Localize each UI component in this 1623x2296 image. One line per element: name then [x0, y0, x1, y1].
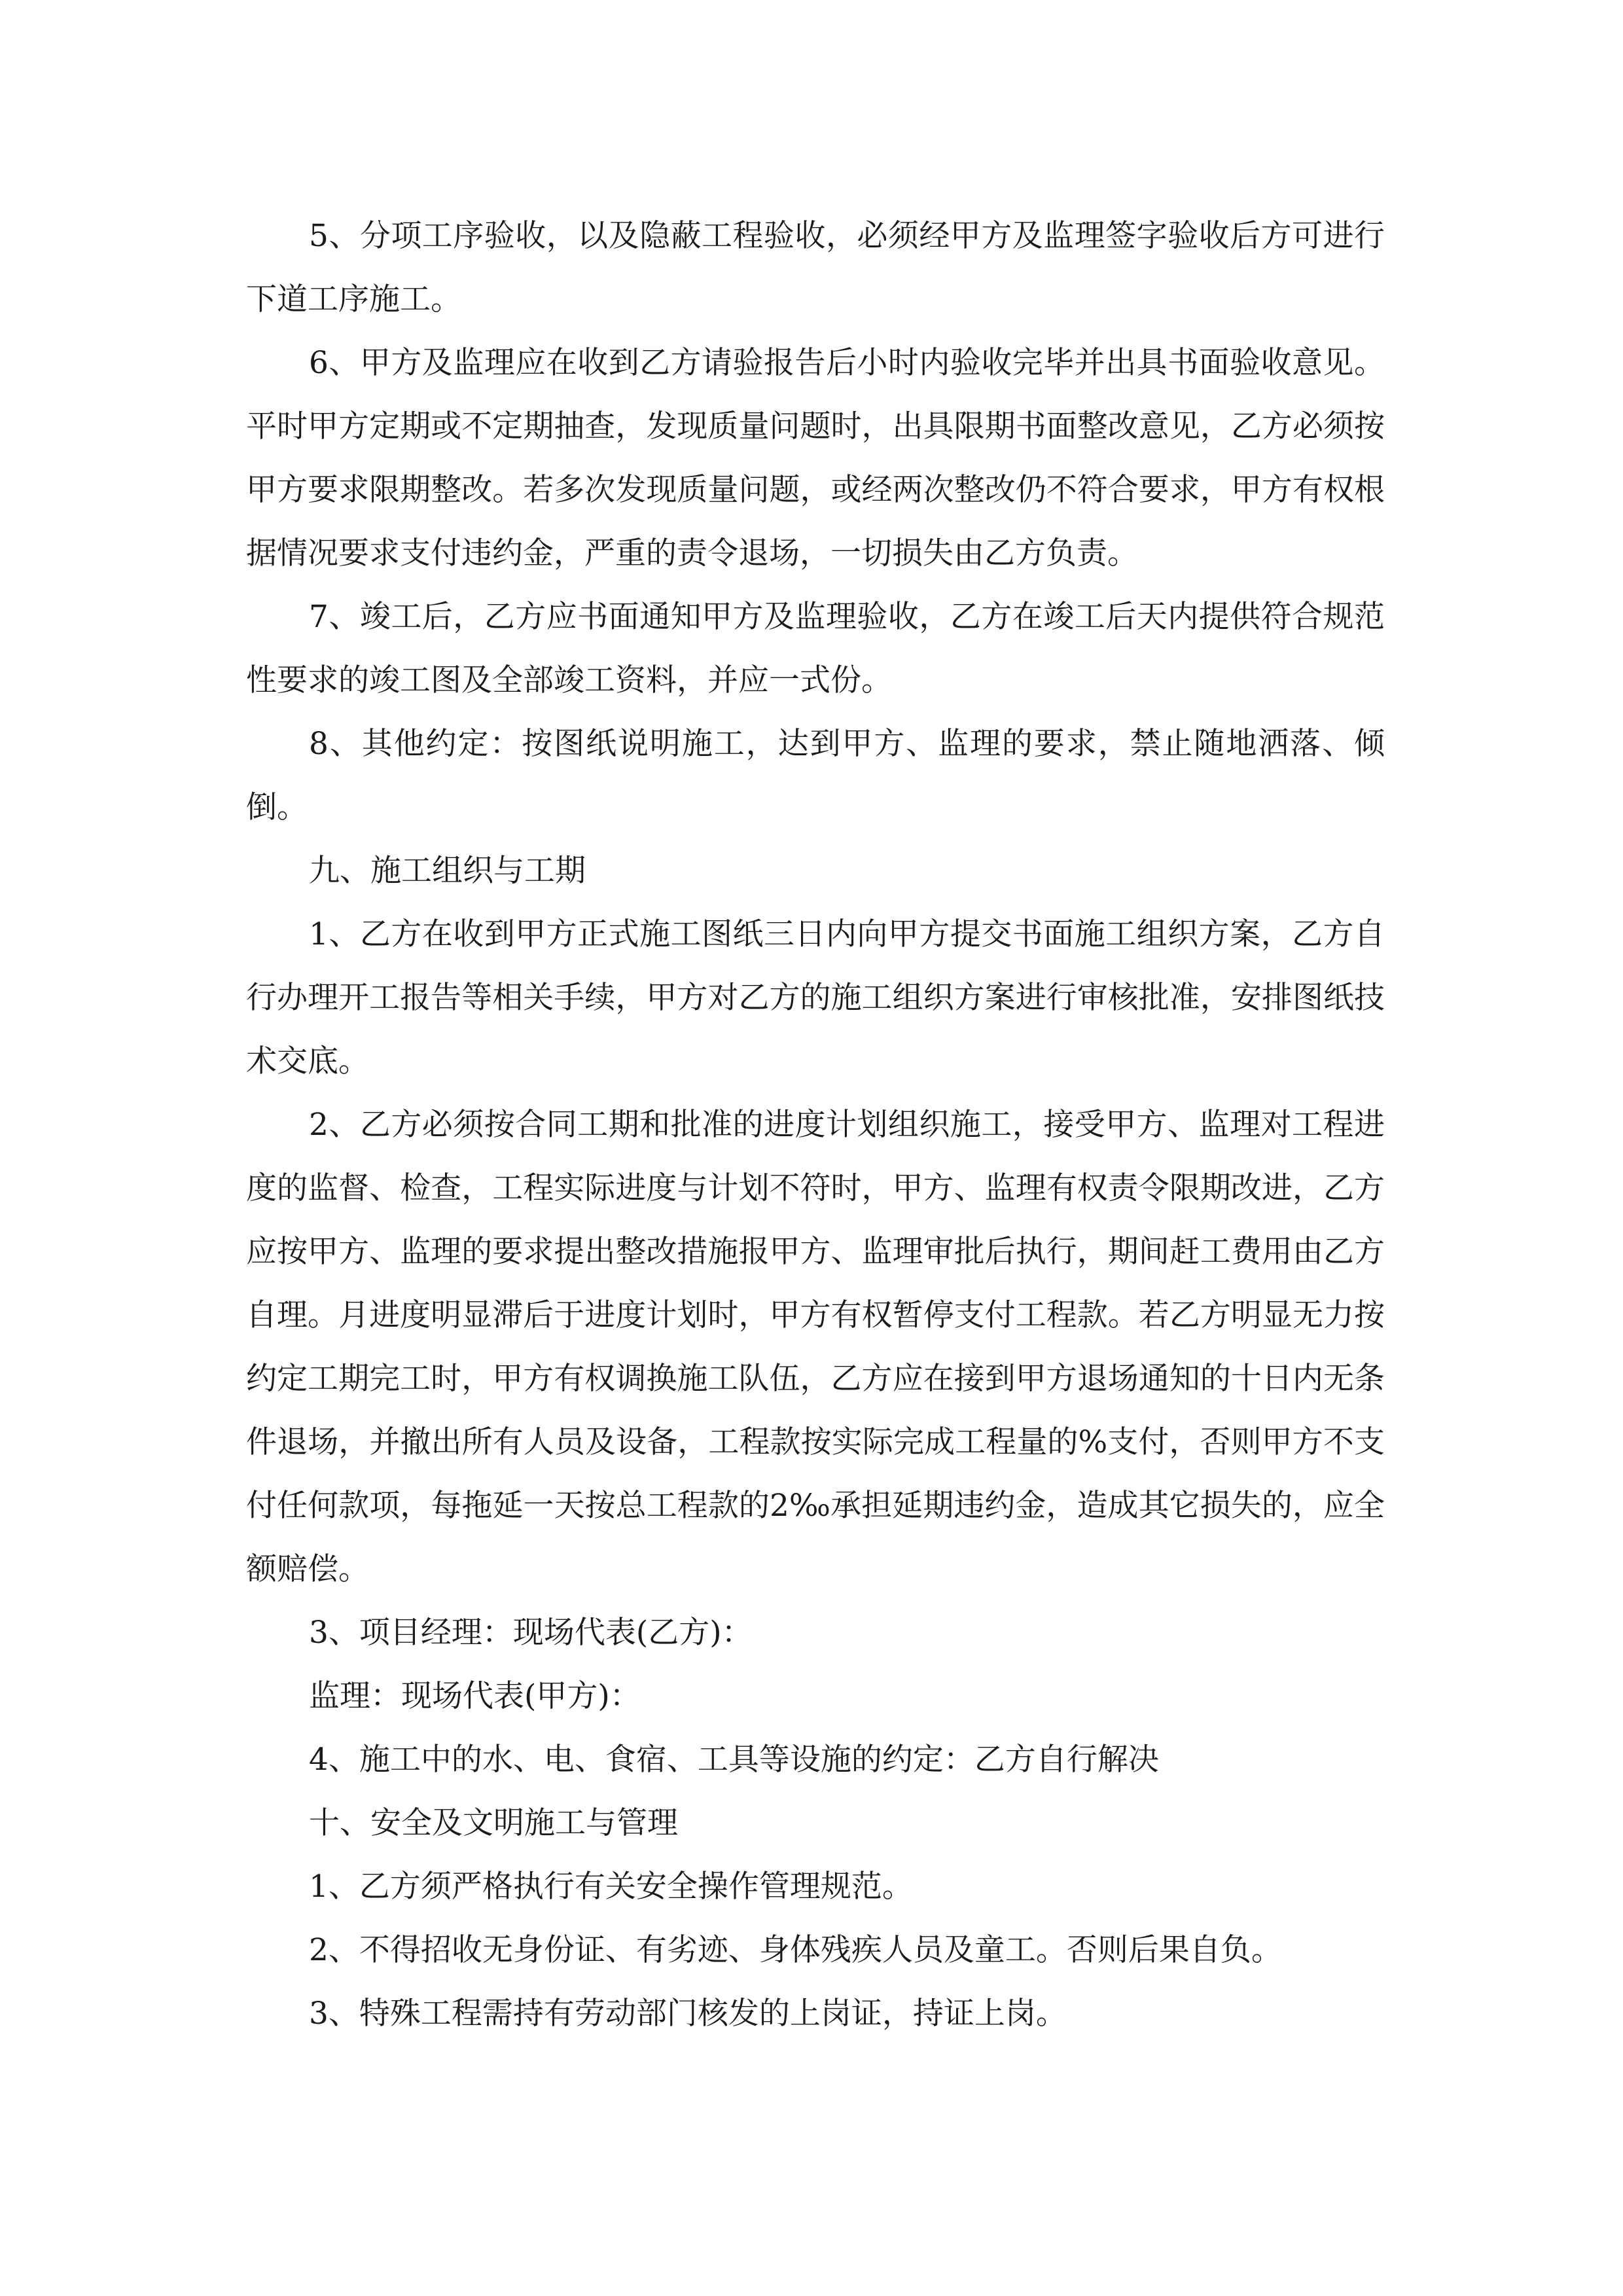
- section-9-clause-1: 1、乙方在收到甲方正式施工图纸三日内向甲方提交书面施工组织方案，乙方自行办理开工报告等相关手续，甲方对乙方的施工组织方案进行审核批准，安排图纸技术交底。: [246, 916, 1385, 1079]
- section-10-clause-2: 2、不得招收无身份证、有劣迹、身体残疾人员及童工。否则后果自负。: [309, 1932, 1282, 1968]
- supervisor-line: 监理：现场代表(甲方)：: [309, 1678, 641, 1714]
- section-9-heading: 九、施工组织与工期: [309, 853, 586, 889]
- section-9-clause-2: 2、乙方必须按合同工期和批准的进度计划组织施工，接受甲方、监理对工程进度的监督、检查，工程实际进度与计划不符时，甲方、监理有权责令限期改进，乙方应按甲方、监理的要求提出整改措施报甲方、监理审批后执行，期间赶工费用由乙方自理。月进度明显滞后于进度计划时，甲方有权暂停支付工程款。若乙方明显无力按约定工期完工时，甲方有权调换施工队伍，乙方应在接到甲方退场通知的十日内无条件退场，并撤出所有人员及设备，工程款按实际完成工程量的%支付，否则甲方不支付任何款项，每拖延一天按总工程款的2‰承担延期违约金，造成其它损失的，应全额赔偿。: [246, 1107, 1385, 1587]
- section-9-clause-3: 3、项目经理：现场代表(乙方)：: [309, 1615, 753, 1651]
- section-9-clause-4: 4、施工中的水、电、食宿、工具等设施的约定：乙方自行解决: [309, 1742, 1159, 1778]
- document-page: [246, 204, 1385, 2045]
- clause-7-completion: 7、竣工后，乙方应书面通知甲方及监理验收，乙方在竣工后天内提供符合规范性要求的竣工图及全部竣工资料，并应一式份。: [246, 599, 1385, 698]
- section-10-heading: 十、安全及文明施工与管理: [309, 1805, 678, 1841]
- clause-8-other: 8、其他约定：按图纸说明施工，达到甲方、监理的要求，禁止随地洒落、倾倒。: [246, 726, 1385, 825]
- section-10-clause-3: 3、特殊工程需持有劳动部门核发的上岗证，持证上岗。: [309, 1996, 1067, 2032]
- clause-6-inspection: 6、甲方及监理应在收到乙方请验报告后小时内验收完毕并出具书面验收意见。平时甲方定期或不定期抽查，发现质量问题时，出具限期书面整改意见，乙方必须按甲方要求限期整改。若多次发现质量问题，或经两次整改仍不符合要求，甲方有权根据情况要求支付违约金，严重的责令退场，一切损失由乙方负责。: [246, 345, 1385, 571]
- section-10-clause-1: 1、乙方须严格执行有关安全操作管理规范。: [309, 1869, 913, 1905]
- clause-5-acceptance: 5、分项工序验收，以及隐蔽工程验收，必须经甲方及监理签字验收后方可进行下道工序施工。: [246, 218, 1385, 317]
